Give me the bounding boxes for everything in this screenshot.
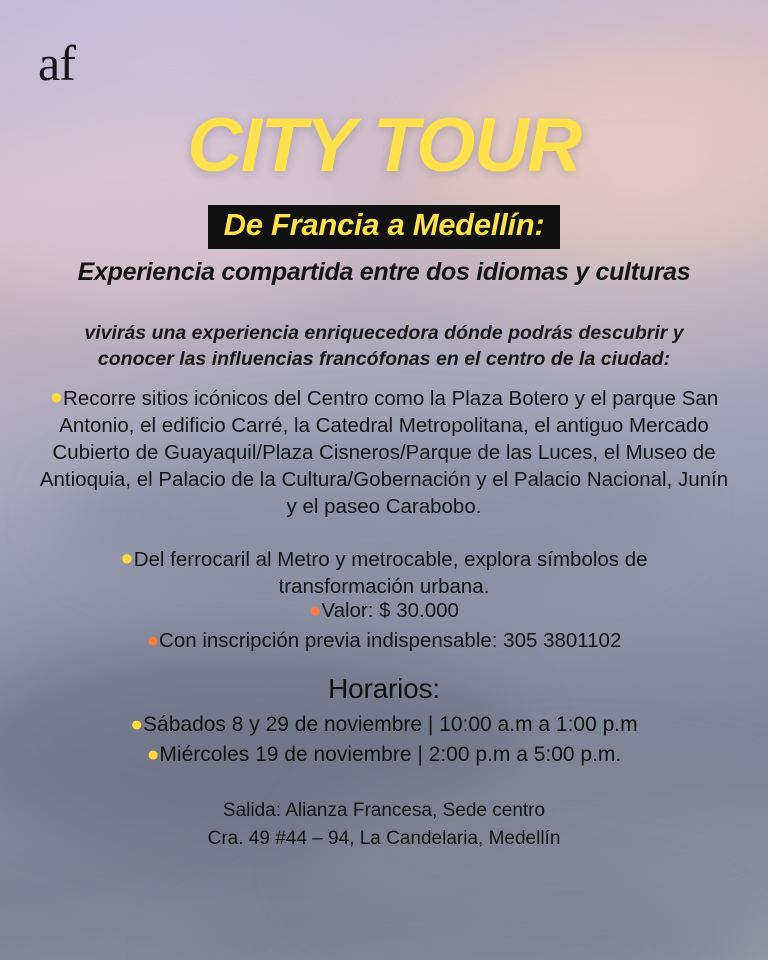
registration-line [0,626,768,656]
list-item-text: Del ferrocaril al Metro y metrocable, explora símbolos de transformación urbana. [133,548,648,599]
bullet-dot-icon: ● [130,713,144,736]
list-item-text: Recorre sitios icónicos del Centro como la Plaza Botero y el parque San Antonio, el edificio Carré, la Catedral Metropolitana, el antiguo Mercado Cubierto de Guayaquil/Plaza Cisneros/Parque de las Luces, el Museo de Antioquia, el Palacio de la Cultura/Gobernación y el Palacio Nacional, Junín y el paseo Carabobo. [39,387,729,519]
bullet-dot-icon: ● [120,545,134,571]
schedule-item [0,740,768,770]
schedule-heading: Horarios: [328,673,440,704]
subtitle-container [0,205,768,249]
bullet-dot-icon: ● [146,628,160,652]
price-text: Valor: $ 30.000 [321,599,459,622]
schedule-item-text: Sábados 8 y 29 de noviembre | 10:00 a.m a 1:00 p.m [143,713,638,736]
price-block [0,596,768,655]
address-line-1: Salida: Alianza Francesa, Sede centro [222,800,546,821]
address-line-2: Cra. 49 #44 – 94, La Candelaria, Medellín [207,827,561,849]
bullet-dot-icon: ● [49,384,64,409]
list-item [26,546,742,600]
alianza-francesa-logo: af [38,35,75,91]
schedule-item-text: Miércoles 19 de noviembre | 2:00 p.m a 5:00 p.m. [159,742,622,766]
page-title: CITY TOUR [187,103,581,188]
bullet-dot-icon: ● [309,599,322,622]
address-block [0,797,768,852]
schedule-list [0,710,768,770]
tagline: Experiencia compartida entre dos idiomas y culturas [77,258,691,286]
registration-text: Con inscripción previa indispensable: 305 3801102 [159,628,622,652]
schedule-item [0,710,768,740]
list-item [26,385,742,520]
bullet-list [26,385,742,618]
price-line [0,596,768,626]
bullet-dot-icon: ● [146,742,160,766]
intro-text: vivirás una experiencia enriquecedora dónde podrás descubrir y conocer las influencias francófonas en el centro de la ciudad: [84,322,684,371]
subtitle-banner: De Francia a Medellín: [208,205,561,249]
